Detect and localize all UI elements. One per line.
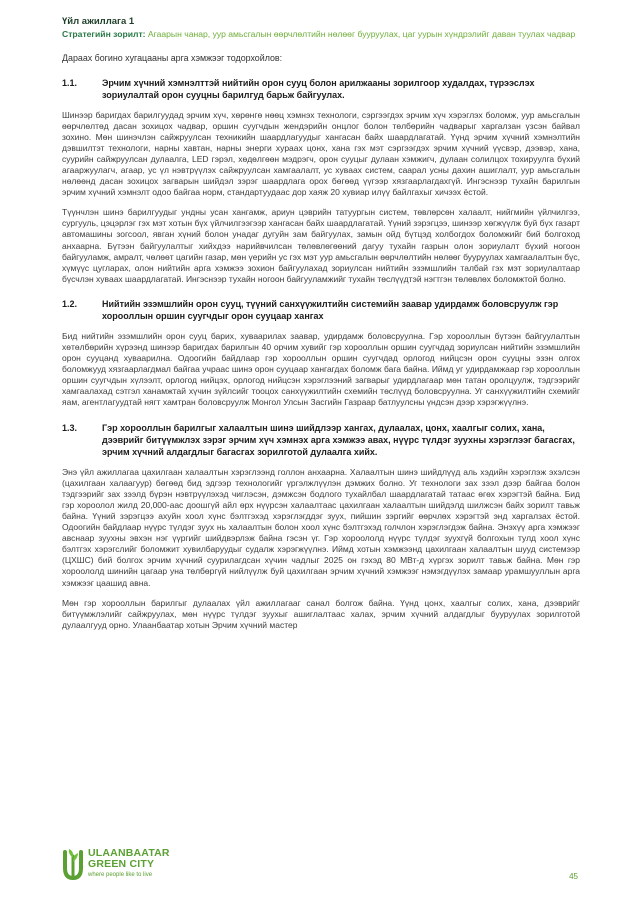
body-paragraph: Шинээр баригдах барилгуудад эрчим хүч, хөрөнгө нөөц хэмнэх технологи, сэргээгдэх эрчим хүч хэрэглэх боломж, уур амьсгалын өөрчлөлтөд дасан зохицох чадвар, оршин суугчдын жендэрийн онцлог болон төлбөрийн чадварыг харгалзан үзсэн байвал зохино. Мөн шинэчлэн сайжруулсан техникийн шаардлагуудыг хангасан байх шаардлагатай. Үүнд эрчим хүчний хэмнэлтийн дэвшилтэт технологи, нарны хавтан, нарны энерги хураах цонх, хана гэх мэт сэргээгдэх эрчим хүчний үүсвэр, дээвэр, хана, суурийн сайжруулсан дулаалга, LED гэрэл, хөдөлгөөн мэдрэгч, орон сууцыг дулаан хэмжигч, дулаан солилцох тохируулга бүхий агааржуулагч, агаар, ус үл нэвтрүүлэх сайжруулсан хамгаалалт, ус хуваах систем, саарал усны дахин ашиглалт, уур амьсгалын нөлөөнд дасан зохицох загварын шийдэл зэрэг шаардлага орох бөгөөд үүгээр хязгаарлагдахгүй. Ингэснээр тухайн барилгын эрчим хүчний хэмнэлт одоо байгаа норм, стандартуудаас дор хаяж 20 хувиар илүү байлгахыг хичээх ёстой. [62,109,580,198]
section-title: Нийтийн эзэмшлийн орон сууц, түүний санхүүжилтийн системийн заавар удирдамж боловсруулж гэр хорооллын оршин суугчдыг орон сууцаар хангах [102,298,559,321]
section-number: 1.3. [62,422,78,433]
intro-text: Дараах богино хугацааны арга хэмжээг тодорхойлов: [62,52,283,63]
section-number: 1.1. [62,77,78,88]
page-content [62,16,580,639]
page-number: 45 [569,872,578,881]
body-paragraph: Мөн гэр хорооллын барилгыг дулаалах үйл ажиллагааг санал болгож байна. Үүнд цонх, хаалгыг солих, хана, дээврийг битүүмжлэлийг сайжруулах, мөн нүүрс түлдэг зуухыг ашиглалтаас халах, эрчим хүчний алдагдлыг бууруулах зорилготой дулаалгууд орно. Улаанбаатар хотын Эрчим хүчний мастер [62,597,580,630]
section-heading [62,298,580,322]
section-number: 1.2. [62,298,78,309]
logo-text-line1: ULAANBAATAR [88,847,170,859]
body-paragraph: Түүнчлэн шинэ барилгуудыг ундны усан хангамж, ариун цэврийн татуургын систем, төвлөрсөн халаалт, нийгмийн үйлчилгээ, сургууль, цэцэрлэг гэх мэт хотын бүх үйлчилгээгээр хангасан байх шаардлагатай. Үүний зэрэгцээ, шинээр хөгжүүлж буй бүх газарт автомашины зогсоол, явган хүний болон унадаг дугуйн зам байгуулах, замын ойд бүтцэд холбогдох боломжийг бий болгоход анхаарна. Бүтээн байгуулалтыг хийхдээ нарийвчилсан төлөвлөгөөний дагуу тухайн газрын олон зориулалт бүхий ногоон байгууламж, амралт, чөлөөт цагийн газар, мөн үерийн ус гэх мэт уур амьсгалын өөрчлөлтийн нөлөөг бууруулах хамгаалалтын бүс, хүмүүс цугларах, олон нийтийн арга хэмжээ зохион байгуулахад зориулсан нийтийн эзэмшлийн талбай гэх мэт зориулалтаар бүсчлэн хуваах шаардлагатай. Ингэснээр тухайн ногоон байгууламжийг тухайн төслүүдтэй нэгтгэн төлөвлөх боломжтой болно. [62,207,580,284]
page-footer [62,844,580,888]
activity-title: Үйл ажиллага 1 [62,16,135,27]
section-title: Гэр хорооллын барилгыг халаалтын шинэ шийдлээр хангах, дулаалах, цонх, хаалгыг солих, хана, дээврийг битүүмжлэх зэрэг эрчим хүч хэмнэх арга хэмжээ авах, нүүрс түлдэг зуухны хэрэглээг багасгах, эрчим хүчний алдагдлыг багасгах зорилготой дулаалга хийх. [102,422,575,457]
strategic-goal [62,29,580,41]
strategic-goal-text: Агаарын чанар, уур амьсгалын өөрчлөлтийн нөлөөг бууруулах, цаг уурын хүндрэлийг даван туулах чадвар [145,29,576,39]
body-paragraph: Бид нийтийн эзэмшлийн орон сууц барих, хуваарилах заавар, удирдамж боловсруулна. Гэр хорооллын бүтээн байгуулалтын хөтөлбөрийн хүрээнд шинээр баригдах барилгын 40 орчим хувийг гэр хорооллын оршин суугчдад зориулсан нийтийн эзэмшлийн орон сууцанд хуваарилна. Одоогийн байдлаар гэр хорооллын оршин суугчдад орлогод нийцсэн орон сууцны эзэн олгох боломжууд хязгаарлагдмал байгаа учраас шинэ орон сууцаар хангагдах боломж бага байна. Иймд уг удирдамжаар гэр хорооллын оршин суугчдын хүлээлт, орлогод нийцэх, орлогод нийцсэн хэрэглээний загварыг удирдлагаар мөн татан оролцуулж, тэдгээрийг хамгаалахад сэтгэл ханамжтай хүчин зүйлсийг тооцох санхүүжилтийн схемийн төслүүд боловсруулна. Уг санхүүжилтийн схемийг яам, агентлагуудтай нягт хамтран боловсруулж Монгол Улсын Засгийн Газраар батлуулсны үндсэн дээр хэрэгжүүлнэ. [62,330,580,408]
section-heading [62,77,580,101]
logo-text-line2: GREEN CITY [88,858,155,870]
section-title: Эрчим хүчний хэмнэлттэй нийтийн орон сууц болон арилжааны зорилгоор худалдах, түрээслэх зориулалтай орон сууцны барилгуд барьж байгуулах. [102,77,535,100]
section-heading [62,422,580,458]
logo-tagline: where people like to live [88,872,153,878]
strategic-goal-label: Стратегийн зорилт: [62,29,146,39]
body-paragraph: Энэ үйл ажиллагаа цахилгаан халаалтын хэрэглээнд голлон анхаарна. Халаалтын шинэ шийдлүүд аль хэдийн хэрэглэж эхэлсэн (цахилгаан халаагуур) бөгөөд бид эдгээр технологийг үргэлжлүүлэн дэмжих болно. Уг технологи зах зээл дээр байгаа болон тэдгээрийг зах зээлд бүрэн нэвтрүүлэхэд чиглэсэн, дэмжсэн бодлого тухайлбал шаардлагатай татаас өгөх хэрэгтэй байна. Бид гэр хороолол жилд 20,000-аас доошгүй айл өрх нүүрсэн халаалтаас цахилгаан халаалтын шийдэлд шилжсэн байх зорилт тавьж байна. Үүний зэрэгцээ ахуйн хоол хүнс бэлтгэхэд хэрэглэгддэг зуух, пийшин зэргийг өөрчлөх хэрэгтэй энд харгалзах ёстой. Одоогийн байдлаар нүүрс түлдэг зуух нь халаалтын болон хоол хүнс бэлтгэхэд голчлон хэрэглэгдэж байна. Энэхүү арга хэмжээг авснаар зуухны эвхэн нэг үүргийг шийдвэрлэж байна гэсэн үг. Гэр хороололд нүүрс түлдэг зуухгүй болгохын тулд хоол хүнс бэлтгэх хэрэгслийг боломжит хувилбаруудыг судалж хэрэгжүүлнэ. Иймд хотын хэмжээнд цахилгаан халаалтын шууд системээр (ЦХШС) бий болгох эрчим хүчний суурилагдсан хүчин чадлыг 2025 он гэхэд 80 МВт-д хүргэх зорилт тавьж байна. Мөн гэр хороололд шинийн цагаар уна төлбөргүй нийлүүлж буй цахилгаан эрчим хүчний хэмжээг нэмэгдүүлэх замаар урамшууллын арга хэмжээг цаашид авна. [62,466,580,588]
ub-green-city-logo-icon [62,846,84,882]
